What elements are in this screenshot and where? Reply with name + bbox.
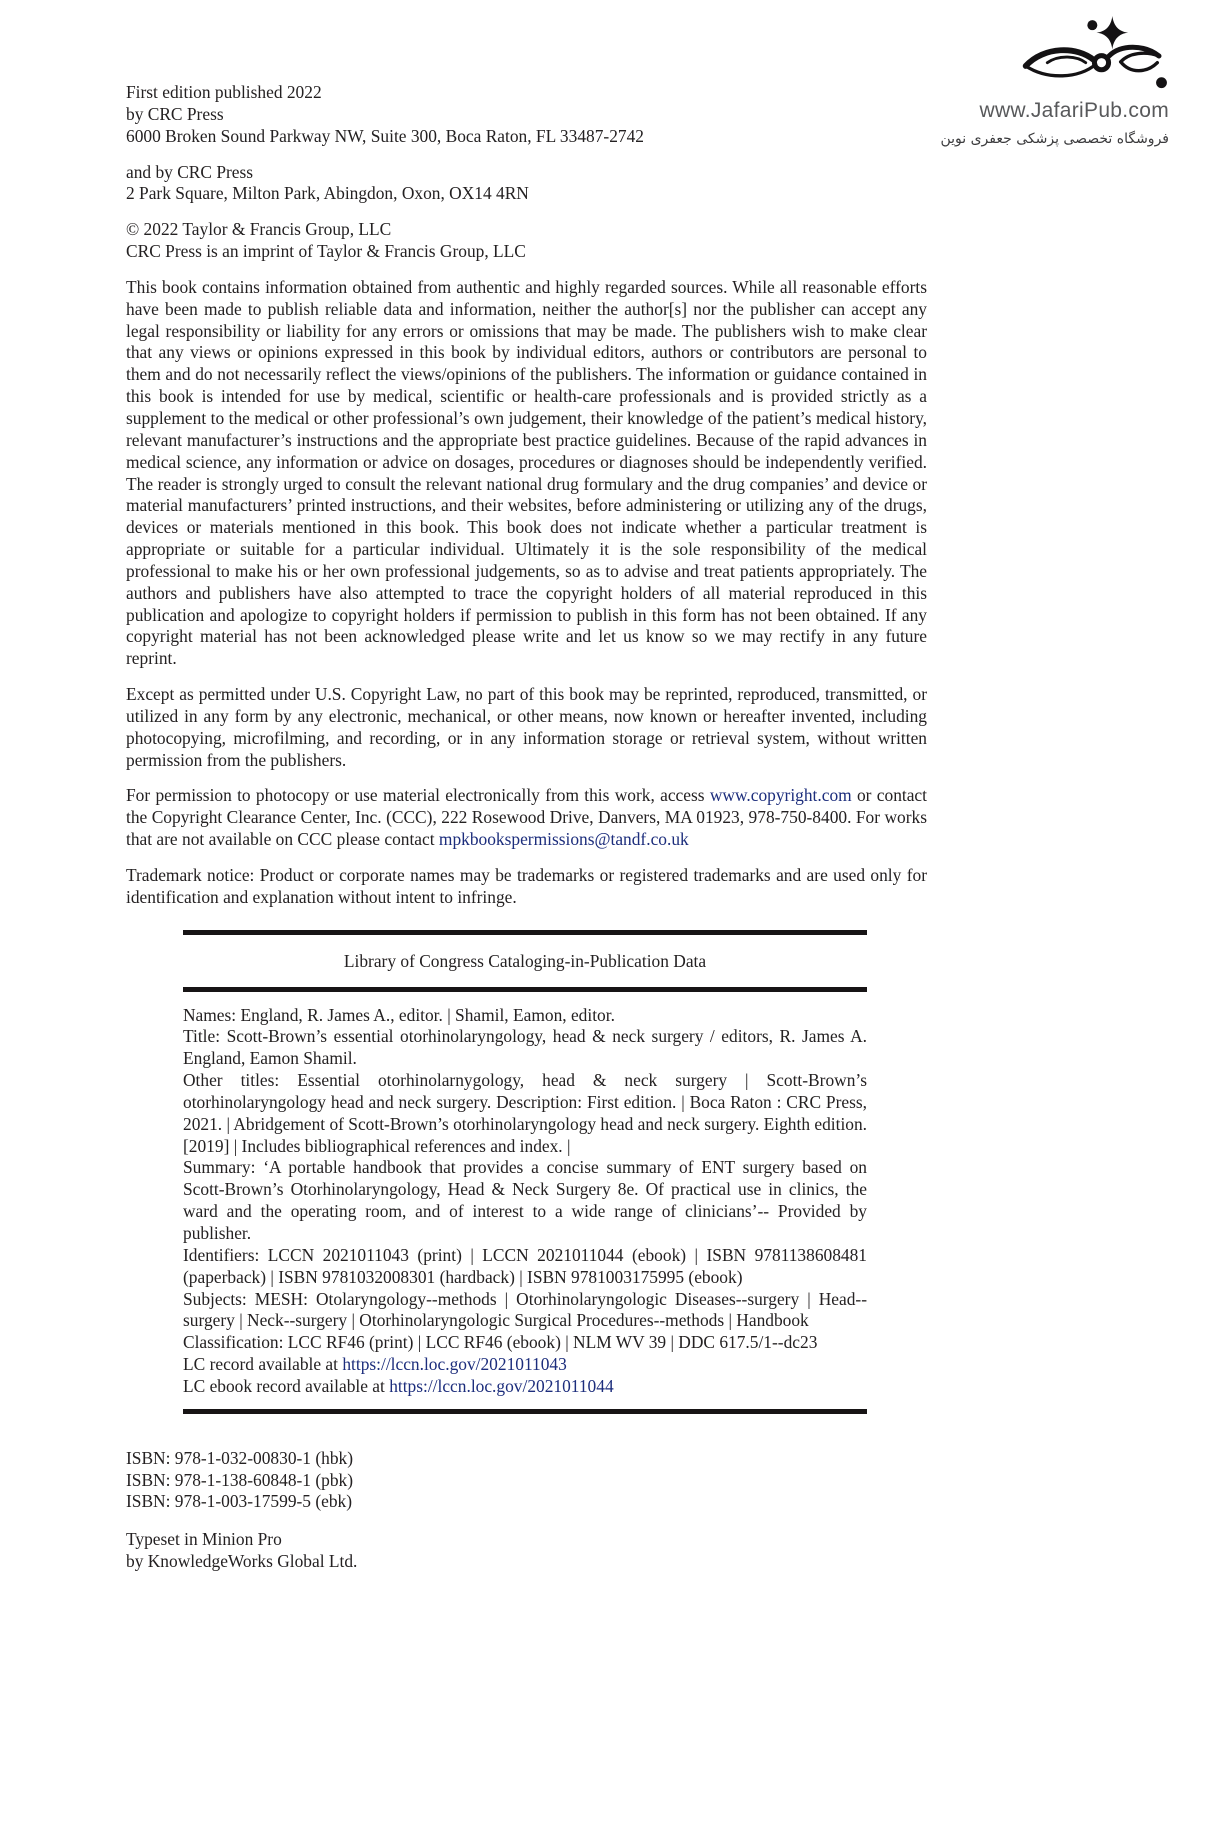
loc-entry-classification: Classification: LCC RF46 (print) | LCC RF46 (ebook) | NLM WV 39 | DDC 617.5/1--dc23 [183,1332,818,1353]
edition-line: First edition published 2022 [126,82,322,102]
lc-record-prefix: LC record available at [183,1354,343,1375]
lc-ebook-record-line [183,1376,867,1398]
isbn-block [126,1448,927,1514]
publisher-line: by CRC Press [126,103,224,124]
loc-entry-identifiers: Identifiers: LCCN 2021011043 (print) | LCCN 2021011044 (ebook) | ISBN 9781138608481 (paperback) | ISBN 9781032008301 (hardback) | ISBN 9781003175995 (ebook) [183,1244,867,1287]
publisher-address-uk: 2 Park Square, Milton Park, Abingdon, Oxon, OX14 4RN [126,183,529,204]
copyright-law-paragraph: Except as permitted under U.S. Copyright Law, no part of this book may be reprinted, reproduced, transmitted, or utilized in any form by any electronic, mechanical, or other means, now known or hereafter invented, including photocopying, microfilming, and recording, or in any information storage or retrieval system, without written permission from the publishers. [126,684,927,770]
logo-tagline-farsi: فروشگاه تخصصی پزشکی جعفری نوین [940,131,1169,147]
loc-heading: Library of Congress Cataloging-in-Publication Data [343,950,707,971]
publisher-address-us: 6000 Broken Sound Parkway NW, Suite 300, Boca Raton, FL 33487-2742 [126,125,644,146]
lc-ebook-record-link[interactable]: https://lccn.loc.gov/2021011044 [389,1375,614,1396]
permissions-text-2: or contact the Copyright Clearance Center, Inc. (CCC), 222 Rosewood Drive, Danvers, MA 01923, 978-750-8400. For works that are not available on CCC please contact [126,785,927,850]
permissions-email-link[interactable]: mpkbookspermissions@tandf.co.uk [438,829,689,850]
loc-catalog-entries [183,992,867,1409]
isbn-pbk-line: ISBN: 978-1-138-60848-1 (pbk) [126,1469,354,1490]
disclaimer-paragraph: This book contains information obtained from authentic and highly regarded sources. While all reasonable efforts have been made to publish reliable data and information, neither the author[s] nor the publisher can accept any legal responsibility or liability for any errors or omissions that may be made. The publishers wish to make clear that any views or opinions expressed in this book by individual editors, authors or contributors are personal to them and do not necessarily reflect the views/opinions of the publishers. The information or guidance contained in this book is intended for use by medical, scientific or health-care professionals and is provided strictly as a supplement to the medical or other professional’s own judgement, their knowledge of the patient’s medical history, relevant manufacturer’s instructions and the appropriate best practice guidelines. Because of the rapid advances in medical science, any information or advice on dosages, procedures or diagnoses should be independently verified. The reader is strongly urged to consult the relevant national drug formulary and the drug companies’ and device or material manufacturers’ printed instructions, and their websites, before administering or utilizing any of the drugs, devices or materials mentioned in this book. This book does not indicate whether a particular treatment is appropriate or suitable for a particular individual. Ultimately it is the sole responsibility of the medical professional to make his or her own professional judgements, so as to advise and treat patients appropriately. The authors and publishers have also attempted to trace the copyright holders of all material reproduced in this publication and apologize to copyright holders if permission to publish in this form has not been obtained. If any copyright material has not been acknowledged please write and let us know so we may rectify in any future reprint. [126,276,927,669]
loc-entry-names: Names: England, R. James A., editor. | Shamil, Eamon, editor. [183,1004,615,1025]
loc-entry-subjects: Subjects: MESH: Otolaryngology--methods | Otorhinolaryngologic Diseases--surgery | Head--surgery | Neck--surgery | Otorhinolaryngologic Surgical Procedures--methods | Handbook [183,1288,867,1331]
co-publisher-line: and by CRC Press [126,161,254,182]
imprint-line: CRC Press is an imprint of Taylor & Francis Group, LLC [126,241,526,262]
lc-ebook-prefix: LC ebook record available at [183,1375,390,1396]
isbn-hbk-line: ISBN: 978-1-032-00830-1 (hbk) [126,1447,354,1468]
isbn-ebk-line: ISBN: 978-1-003-17599-5 (ebk) [126,1491,353,1512]
logo-website-url: www.JafariPub.com [979,99,1169,122]
loc-bottom-rule [183,1409,867,1414]
loc-entry-summary: Summary: ‘A portable handbook that provides a concise summary of ENT surgery based on Scott-Brown’s Otorhinolaryngology, Head & Neck Surgery 8e. Of practical use in clinics, the ward and the operating room, and of interest to a wide range of clinicians’-- Provided by publisher. [183,1157,867,1243]
library-of-congress-block [183,930,867,1414]
co-publisher-block [126,162,927,206]
copyright-com-link[interactable]: www.copyright.com [709,785,852,806]
permissions-paragraph [126,785,927,851]
lc-record-link[interactable]: https://lccn.loc.gov/2021011043 [342,1354,567,1375]
permissions-text-1: For permission to photocopy or use material electronically from this work, access [126,785,710,806]
colophon-block [126,1529,927,1573]
typesetter-line: by KnowledgeWorks Global Ltd. [126,1551,358,1572]
edition-block [126,82,927,148]
typeset-line: Typeset in Minion Pro [126,1529,282,1550]
loc-entry-other-titles: Other titles: Essential otorhinolarnygology, head & neck surgery | Scott-Brown’s otorhinolaryngology head and neck surgery. Description: First edition. | Boca Raton : CRC Press, 2021. | Abridgement of Scott-Brown’s otorhinolaryngology head and neck surgery. Eighth edition. [2019] | Includes bibliographical references and index. | [183,1070,868,1156]
loc-entry-title: Title: Scott-Brown’s essential otorhinolaryngology, head & neck surgery / editors, R. James A. England, Eamon Shamil. [183,1026,867,1069]
copyright-block [126,219,927,263]
jafari-calligraphy-logo-icon [1019,14,1169,98]
copyright-page-content [126,82,927,1573]
lc-record-line [183,1354,867,1376]
copyright-line: © 2022 Taylor & Francis Group, LLC [126,219,392,240]
trademark-notice-paragraph: Trademark notice: Product or corporate names may be trademarks or registered trademarks and are used only for identification and explanation without intent to infringe. [126,865,927,907]
